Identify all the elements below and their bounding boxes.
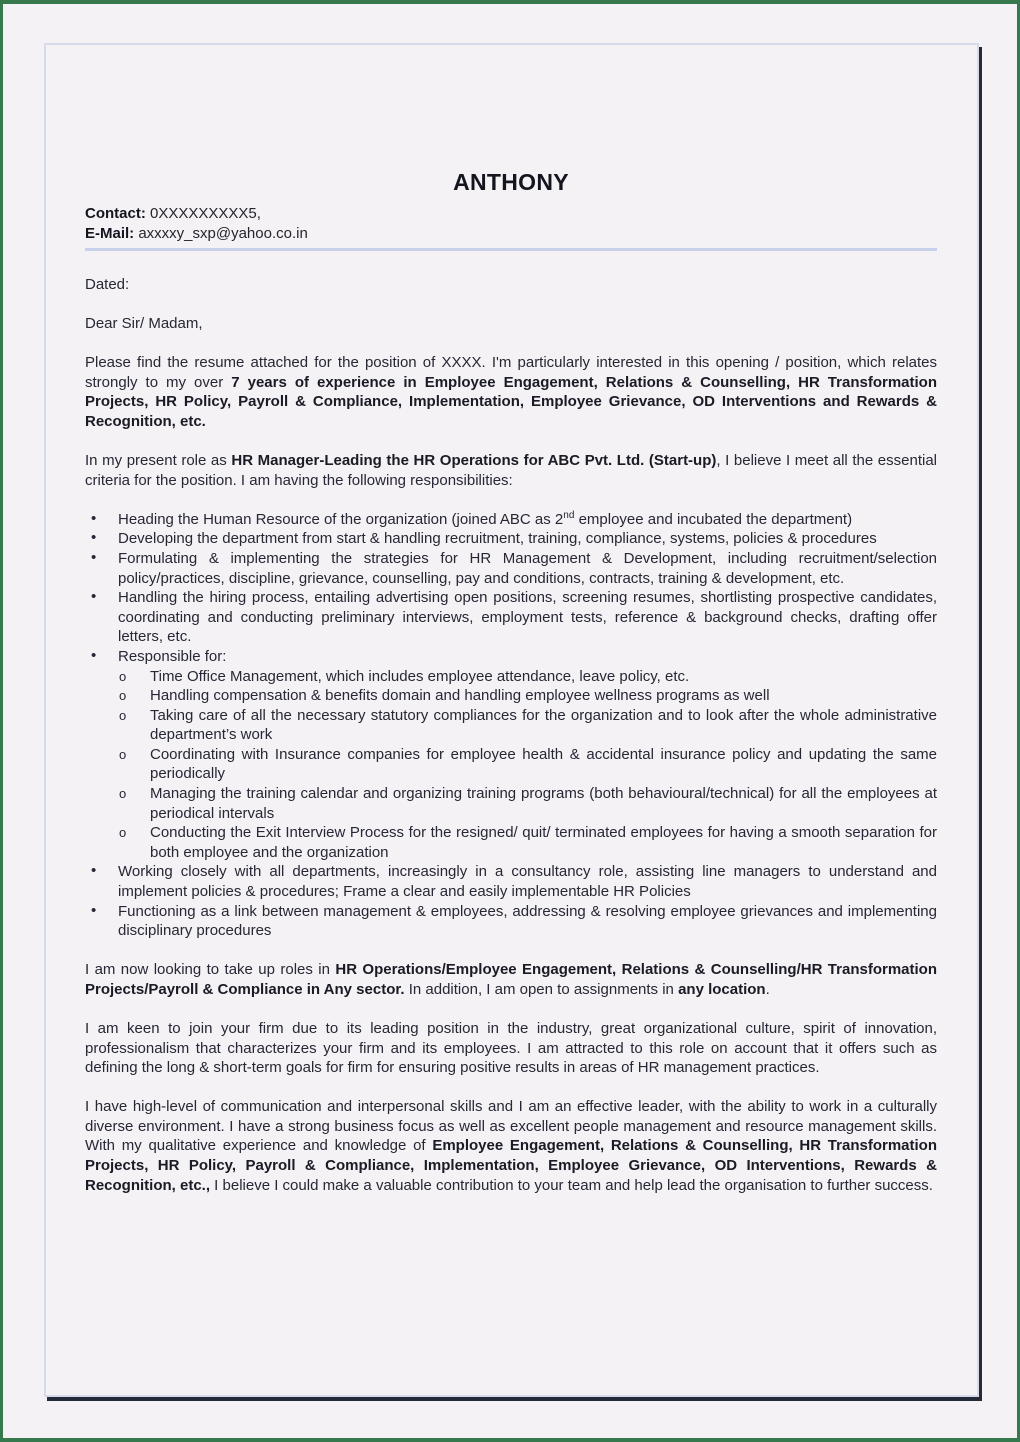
looking-bold-location: any location	[678, 980, 766, 998]
email-label: E-Mail:	[85, 225, 135, 242]
email-line	[85, 224, 937, 244]
closing-text-2: I believe I could make a valuable contribution to your team and help lead the organisation to further success.	[210, 1176, 933, 1194]
sub-list-item	[118, 686, 937, 706]
intro-bold-experience: 7 years of experience in Employee Engagement, Relations & Counselling, HR Transformation Projects, HR Policy, Payroll & Compliance, Implementation, Employee Grievance, OD Interventions and Rewards & Recognition, etc.	[85, 373, 937, 430]
sub-bullet-icon: o	[119, 707, 127, 723]
list-item	[85, 529, 937, 549]
keen-text: I am keen to join your firm due to its leading position in the industry, great organizational culture, spirit of innovation, professionalism that characterizes your firm and its employees. I am attracted to this role on account that it offers such as defining the long & short-term goals for firm for ensuring positive results in areas of HR management practices.	[85, 1020, 937, 1077]
paragraph-closing	[85, 1097, 937, 1195]
list-item	[85, 862, 937, 901]
list-item-text: Responsible for:	[118, 647, 227, 665]
responsible-for-sublist	[118, 667, 937, 863]
closing-bold-skills: Employee Engagement, Relations & Counselling, HR Transformation Projects, HR Policy, Payroll & Compliance, Implementation, Employee Grievance, OD Interventions, Rewards & Recognition, etc.,	[85, 1137, 937, 1194]
list-item	[85, 588, 937, 647]
paragraph-present-role	[85, 451, 937, 490]
list-item-text: Heading the Human Resource of the organization (joined ABC as 2	[118, 510, 564, 528]
looking-text-3: .	[765, 980, 770, 998]
bullet-icon: •	[91, 509, 97, 527]
paragraph-intro	[85, 353, 937, 431]
list-item-text: employee and incubated the department)	[574, 510, 853, 528]
sub-list-item-text: Managing the training calendar and organizing training programs (both behavioural/technical) for all the employees at periodical intervals	[150, 785, 937, 822]
list-item-text: Handling the hiring process, entailing advertising open positions, screening resumes, shortlisting prospective candidates, coordinating and conducting preliminary interviews, employment tests, reference & background checks, drafting offer letters, etc.	[118, 589, 937, 646]
sub-bullet-icon: o	[119, 825, 127, 841]
sub-list-item-text: Taking care of all the necessary statutory compliances for the organization and to look after the whole administrative department’s work	[150, 706, 937, 744]
looking-bold-roles: HR Operations/Employee Engagement, Relations & Counselling/HR Transformation Projects/Payroll & Compliance in Any sector.	[85, 961, 937, 998]
sub-bullet-icon: o	[119, 688, 127, 704]
list-item-text: Developing the department from start & handling recruitment, training, compliance, systems, policies & procedures	[118, 530, 877, 548]
letter-title: ANTHONY	[453, 169, 569, 195]
role-bold-title: HR Manager-Leading the HR Operations for ABC Pvt. Ltd. (Start-up)	[231, 452, 717, 470]
list-item	[85, 902, 937, 941]
sub-bullet-icon: o	[119, 786, 127, 802]
dated-line: Dated:	[85, 276, 130, 293]
list-item-text: Working closely with all departments, increasingly in a consultancy role, assisting line managers to understand and implement policies & procedures; Frame a clear and easily implementable HR Policies	[118, 863, 937, 901]
bullet-icon: •	[91, 529, 97, 547]
list-item-text: Formulating & implementing the strategies for HR Management & Development, including recruitment/selection policy/practices, discipline, grievance, counselling, pay and conditions, contracts, training & development, etc.	[118, 549, 937, 587]
contact-label: Contact:	[85, 205, 146, 222]
list-item-text: Functioning as a link between management & employees, addressing & resolving employee grievances and implementing disciplinary procedures	[118, 902, 937, 940]
bullet-icon: •	[91, 646, 97, 664]
intro-text: Please find the resume attached for the position of XXXX. I'm particularly interested in this opening / position, which relates strongly to my over	[85, 354, 937, 391]
letter-document	[44, 43, 979, 1397]
list-item	[85, 549, 937, 588]
superscript-nd: nd	[563, 509, 575, 521]
sub-list-item	[118, 784, 937, 823]
sub-list-item-text: Coordinating with Insurance companies for employee health & accidental insurance policy and updating the same periodically	[150, 745, 937, 783]
bullet-icon: •	[91, 588, 97, 606]
looking-text-1: I am now looking to take up roles in	[85, 961, 336, 979]
sub-bullet-icon: o	[119, 746, 127, 762]
paragraph-looking	[85, 960, 937, 999]
sub-list-item-text: Handling compensation & benefits domain and handling employee wellness programs as well	[150, 687, 770, 705]
sub-list-item-text: Conducting the Exit Interview Process for the resigned/ quit/ terminated employees for having a smooth separation for both employee and the organization	[150, 824, 937, 861]
role-text-1: In my present role as	[85, 452, 232, 470]
sub-list-item	[118, 667, 937, 687]
sub-list-item	[118, 706, 937, 745]
list-item	[85, 510, 937, 530]
sub-list-item-text: Time Office Management, which includes employee attendance, leave policy, etc.	[150, 667, 690, 685]
sub-list-item	[118, 745, 937, 784]
email-value: axxxxy_sxp@yahoo.co.in	[134, 225, 308, 242]
bullet-icon: •	[91, 901, 97, 919]
contact-value: 0XXXXXXXXX5,	[145, 205, 261, 222]
header-divider	[85, 248, 937, 251]
paragraph-keen	[85, 1019, 937, 1078]
contact-line	[85, 204, 937, 224]
role-text-2: , I believe I meet all the essential criteria for the position. I am having the following responsibilities:	[85, 452, 937, 489]
responsibilities-list	[85, 510, 937, 941]
looking-text-2: In addition, I am open to assignments in	[404, 980, 679, 998]
list-item-responsible-for	[85, 647, 937, 863]
sub-list-item	[118, 823, 937, 862]
salutation: Dear Sir/ Madam,	[85, 315, 203, 333]
closing-text-1: I have high-level of communication and interpersonal skills and I am an effective leader, with the ability to work in a culturally diverse environment. I have a strong business focus as well as excellent people management and resource management skills. With my qualitative experience and knowledge of	[85, 1098, 937, 1155]
sub-bullet-icon: o	[119, 668, 127, 684]
bullet-icon: •	[91, 862, 97, 880]
bullet-icon: •	[91, 548, 97, 566]
